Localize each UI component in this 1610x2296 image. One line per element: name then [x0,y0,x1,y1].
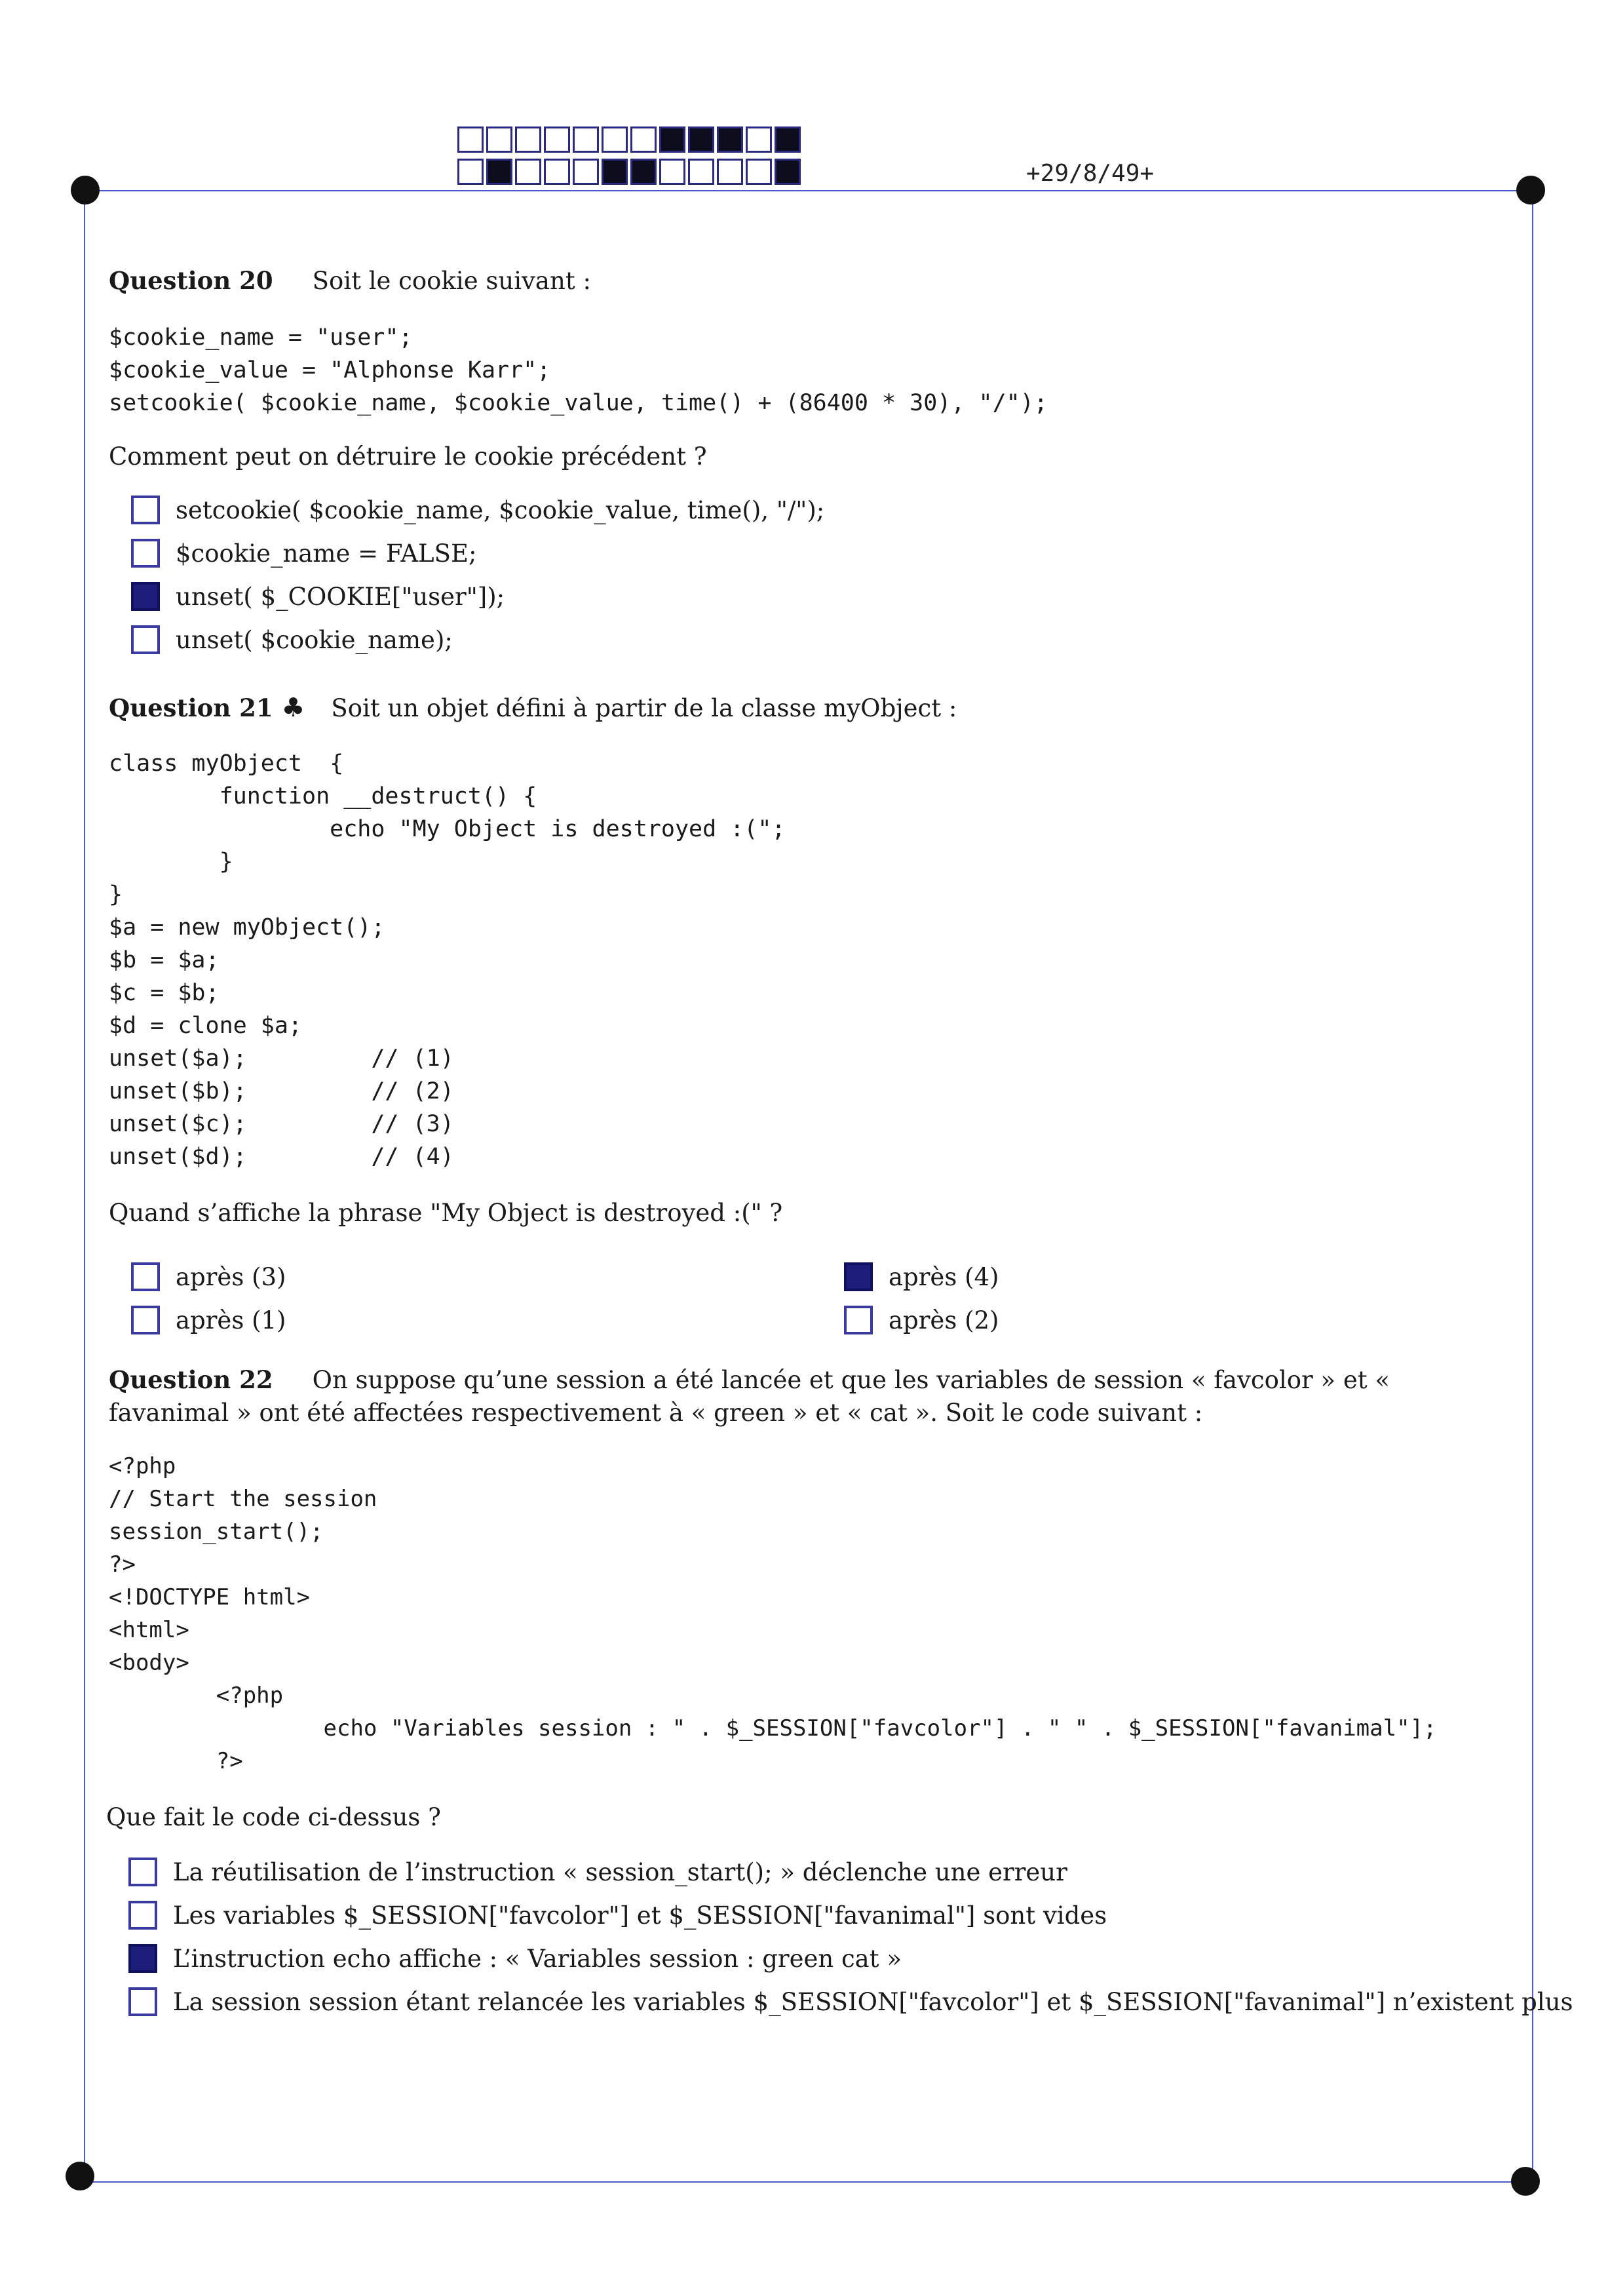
checkbox[interactable] [131,1262,160,1291]
barcode-row-1 [457,126,803,153]
checkbox[interactable] [131,539,160,568]
q20-option-3[interactable] [131,582,505,611]
option-label: setcookie( $cookie_name, $cookie_value, time(), "/"); [176,496,825,524]
option-label: La réutilisation de l’instruction « session_start(); » déclenche une erreur [173,1858,1067,1886]
question-22-code: <?php // Start the session session_start(); ?> <!DOCTYPE html> <html> <body> <?php echo "Variables session : " . $_SESSION["favcolor"] . " " . $_SESSION["favanimal"]; ?> [109,1453,1437,1774]
question-20-header [109,266,591,295]
q20-option-1[interactable] [131,496,824,524]
option-label: après (2) [889,1306,999,1334]
question-20-code: $cookie_name = "user"; $cookie_value = "Alphonse Karr"; setcookie( $cookie_name, $cookie_value, time() + (86400 * 30), "/"); [109,324,1048,416]
corner-mark-bottom-right [1511,2167,1540,2196]
corner-mark-top-right [1516,176,1545,204]
question-22-header [109,1363,1511,1430]
checkbox[interactable] [128,1901,157,1930]
checkbox[interactable] [844,1306,873,1334]
q21-option-3[interactable] [131,1306,286,1334]
question-21-intro: Soit un objet défini à partir de la classe myObject : [331,694,957,722]
q20-option-4[interactable] [131,625,453,654]
option-label: après (3) [176,1262,286,1291]
option-label: $cookie_name = FALSE; [176,539,477,568]
question-21-label [109,693,305,722]
question-20-label: Question 20 [109,266,273,295]
q22-option-1[interactable] [128,1858,1067,1886]
q20-option-2[interactable] [131,539,476,568]
q21-option-1[interactable] [131,1262,286,1291]
q21-option-2[interactable] [844,1262,999,1291]
checkbox[interactable] [131,1306,160,1334]
question-21-prompt: Quand s’affiche la phrase "My Object is destroyed :(" ? [109,1199,783,1227]
checkbox[interactable] [128,1987,157,2016]
barcode-row-2 [457,159,803,185]
corner-mark-top-left [71,176,100,204]
page-id: +29/8/49+ [1026,160,1155,187]
q22-option-4[interactable] [128,1987,1573,2016]
question-21-number: Question 21 [109,693,273,722]
question-21-code: class myObject { function __destruct() { echo "My Object is destroyed :("; } } $a = new myObject(); $b = $a; $c = $b; $d = clone $a; unset($a); // (1) unset($b); // (2) unset($c); // (3) unset($d); // (4) [109,750,786,1170]
question-22-prompt: Que fait le code ci-dessus ? [106,1803,441,1831]
question-22-intro: On suppose qu’une session a été lancée et que les variables de session « favcolor » et « favanimal » ont été affectées respectivement à « green » et « cat ». Soit le code suivant : [109,1366,1390,1427]
checkbox[interactable] [844,1262,873,1291]
option-label: après (1) [176,1306,286,1334]
option-label: unset( $cookie_name); [176,625,453,654]
checkbox[interactable] [128,1858,157,1886]
q22-option-3[interactable] [128,1944,902,1973]
option-label: L’instruction echo affiche : « Variables session : green cat » [173,1944,902,1973]
q21-option-4[interactable] [844,1306,999,1334]
question-22-label: Question 22 [109,1365,273,1394]
option-label: La session session étant relancée les variables $_SESSION["favcolor"] et $_SESSION["favanimal"] n’existent plus [173,1987,1573,2016]
checkbox[interactable] [128,1944,157,1973]
option-label: Les variables $_SESSION["favcolor"] et $_SESSION["favanimal"] sont vides [173,1901,1107,1930]
option-label: après (4) [889,1262,999,1291]
q22-option-2[interactable] [128,1901,1107,1930]
checkbox[interactable] [131,625,160,654]
question-20-prompt: Comment peut on détruire le cookie précédent ? [109,442,707,471]
question-20-intro: Soit le cookie suivant : [312,267,591,295]
checkbox[interactable] [131,582,160,611]
question-21-header [109,692,957,723]
corner-mark-bottom-left [66,2162,94,2190]
club-icon: ♣ [281,692,305,723]
checkbox[interactable] [131,496,160,524]
option-label: unset( $_COOKIE["user"]); [176,582,505,611]
